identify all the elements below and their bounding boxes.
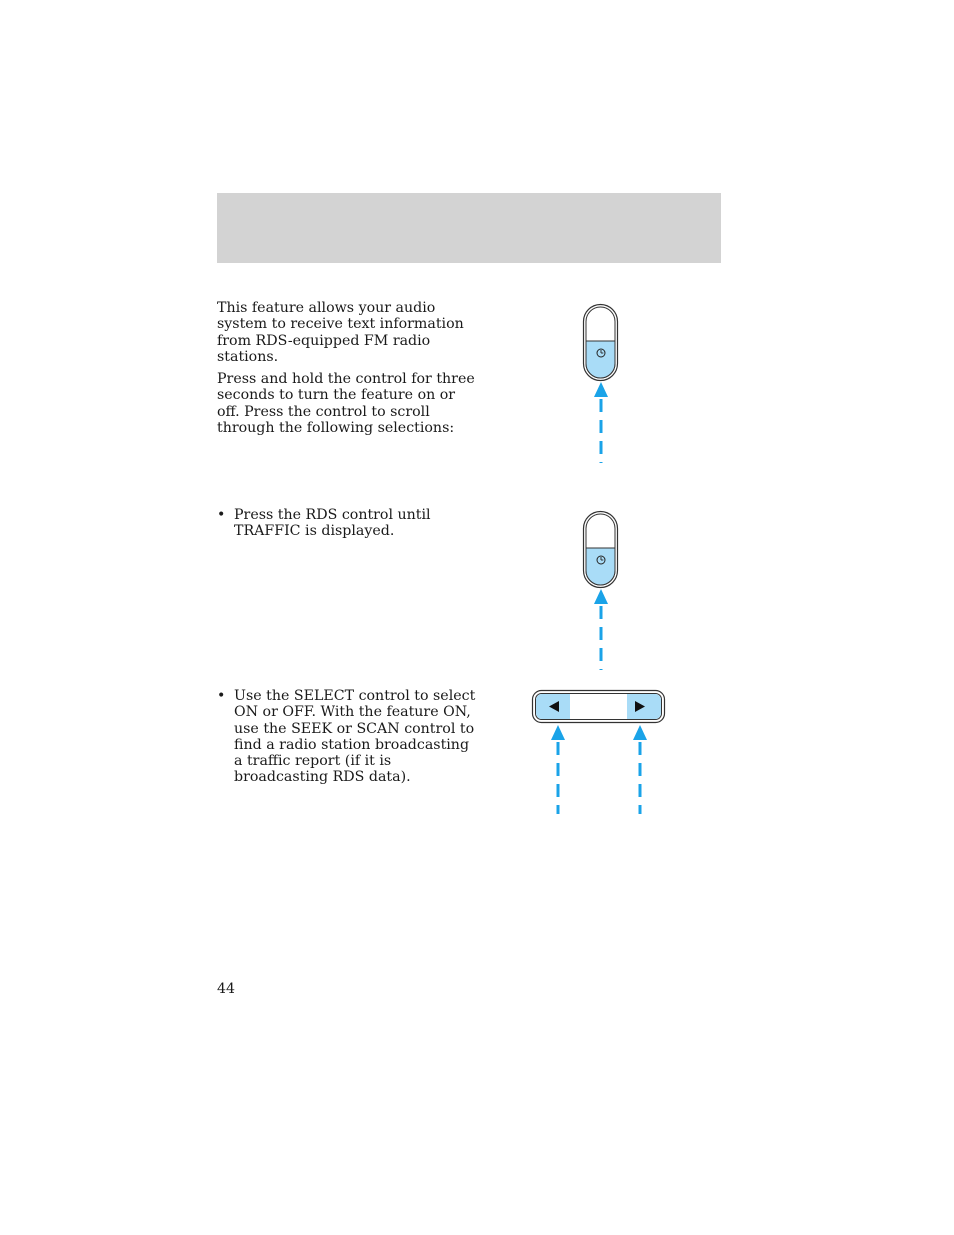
bullet-symbol: • xyxy=(217,688,226,704)
select-control-figure xyxy=(528,686,670,818)
arrow-up-icon xyxy=(594,589,608,670)
bullet-text: Use the SELECT control to select ON or OFF. With the feature ON, use the SEEK or SCAN control to find a radio station broadcasting a traffic report (if it is broadcasting RDS data). xyxy=(234,688,476,786)
page-number: 44 xyxy=(217,981,236,997)
bullet-symbol: • xyxy=(217,507,226,523)
bullet-text: Press the RDS control until TRAFFIC is displayed. xyxy=(234,507,431,540)
arrow-up-icon xyxy=(594,382,608,463)
intro-text xyxy=(217,300,477,442)
intro-paragraph-2: Press and hold the control for three seconds to turn the feature on or off. Press the control to scroll through the following selections: xyxy=(217,371,475,437)
rds-button-figure-1 xyxy=(575,300,627,468)
arrow-up-icon xyxy=(551,725,565,814)
section-header-band xyxy=(217,193,721,263)
arrow-up-icon xyxy=(633,725,647,814)
bullet-item-select xyxy=(217,688,477,786)
bullet-item-traffic xyxy=(217,507,477,540)
intro-paragraph-1: This feature allows your audio system to receive text information from RDS-equipped FM radio stations. xyxy=(217,300,464,365)
rds-button-figure-2 xyxy=(575,507,627,675)
